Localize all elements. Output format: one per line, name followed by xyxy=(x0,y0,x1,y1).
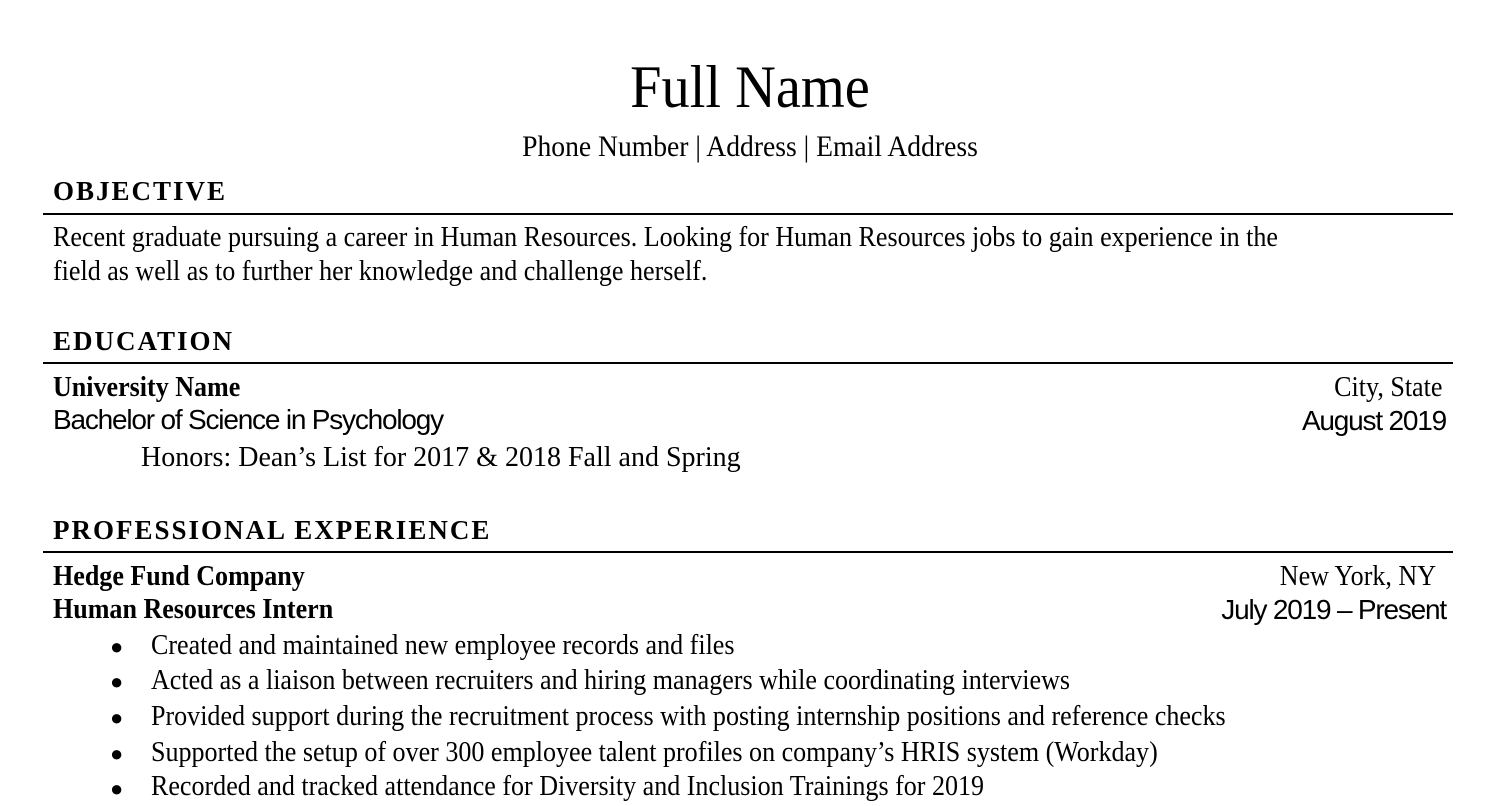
education-rule xyxy=(43,362,1453,364)
company-name: Hedge Fund Company xyxy=(53,561,305,592)
bullet-marker: ● xyxy=(110,776,124,801)
experience-rule xyxy=(43,551,1453,553)
school-location: City, State xyxy=(1333,372,1442,403)
bullet-item-3: Provided support during the recruitment process with posting internship positions and reference checks xyxy=(151,701,1226,732)
objective-line-1: Recent graduate pursuing a career in Human Resources. Looking for Human Resources jobs to gain experience in the xyxy=(53,222,1278,253)
experience-heading: PROFESSIONAL EXPERIENCE xyxy=(53,515,492,545)
honors: Honors: Dean’s List for 2017 & 2018 Fall and Spring xyxy=(141,442,741,473)
full-name: Full Name xyxy=(630,54,870,120)
graduation-date: August 2019 xyxy=(1301,405,1446,436)
bullet-marker: ● xyxy=(110,741,124,766)
degree: Bachelor of Science in Psychology xyxy=(53,404,443,435)
job-title: Human Resources Intern xyxy=(53,594,334,625)
bullet-item-1: Created and maintained new employee records and files xyxy=(151,630,735,661)
objective-rule xyxy=(43,213,1453,215)
company-location: New York, NY xyxy=(1279,561,1436,592)
objective-heading: OBJECTIVE xyxy=(53,176,228,206)
bullet-item-4: Supported the setup of over 300 employee talent profiles on company’s HRIS system (Workday) xyxy=(151,737,1158,768)
bullet-marker: ● xyxy=(110,634,124,659)
contact-line: Phone Number | Address | Email Address xyxy=(522,130,978,163)
school-name: University Name xyxy=(53,372,241,403)
education-heading: EDUCATION xyxy=(53,326,235,356)
bullet-item-2: Acted as a liaison between recruiters and hiring managers while coordinating interviews xyxy=(151,665,1071,696)
objective-line-2: field as well as to further her knowledge and challenge herself. xyxy=(53,256,708,287)
bullet-item-5: Recorded and tracked attendance for Diversity and Inclusion Trainings for 2019 xyxy=(151,771,985,802)
bullet-marker: ● xyxy=(110,669,124,694)
bullet-marker: ● xyxy=(110,705,124,730)
job-dates: July 2019 – Present xyxy=(1221,594,1446,625)
